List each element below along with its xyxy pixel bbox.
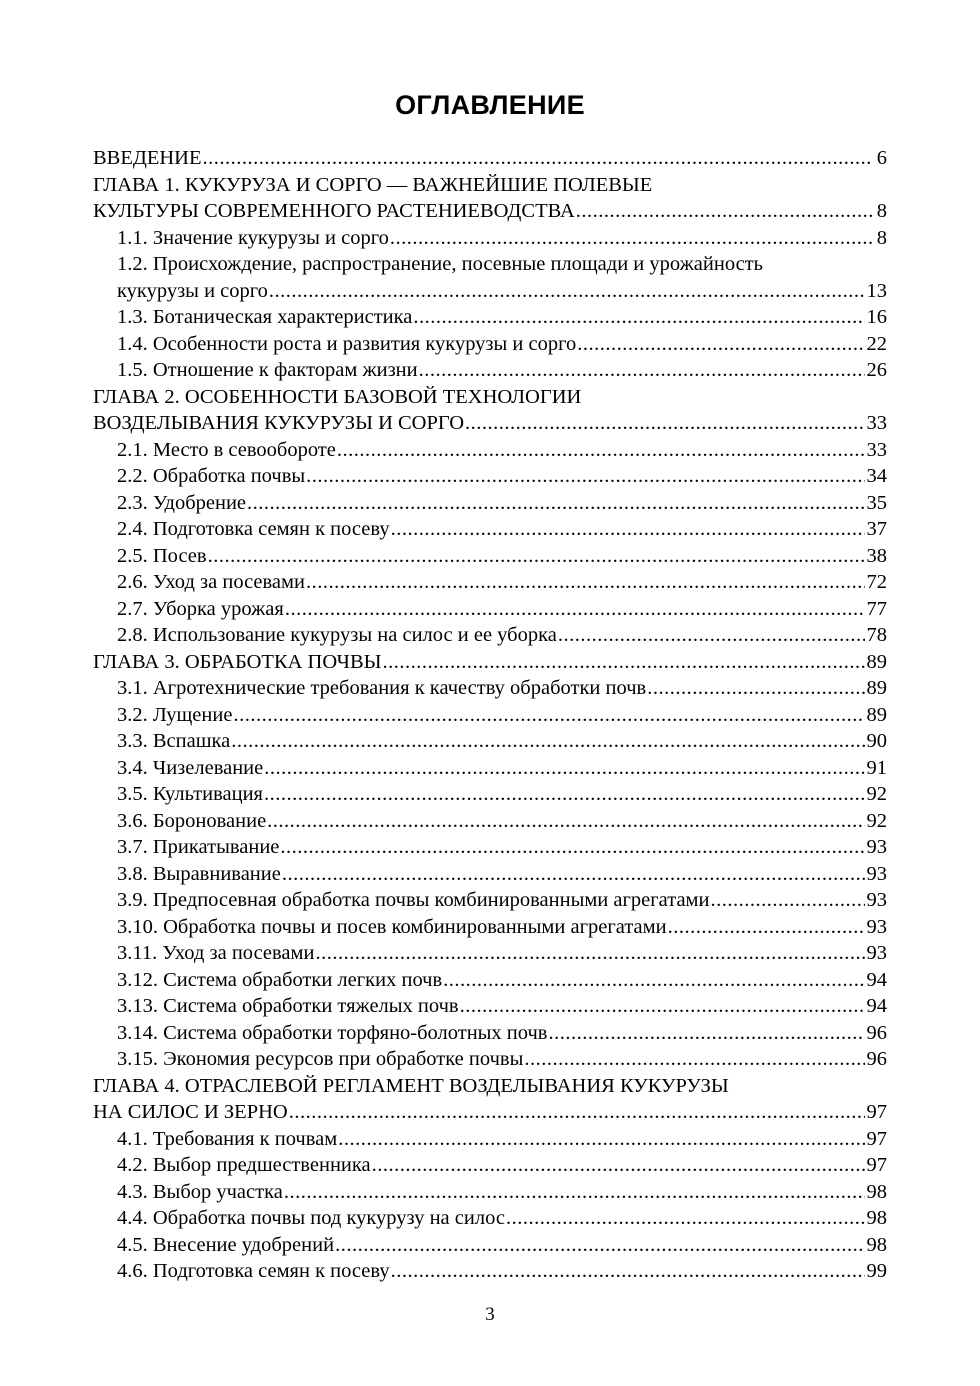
toc-entry-label: 1.2. Происхождение, распространение, посевные площади и урожайность (117, 253, 764, 275)
toc-entry-page-number: 8 (876, 226, 887, 249)
toc-section-entry (93, 1046, 887, 1073)
dot-leader (711, 887, 865, 914)
toc-section-entry (93, 437, 887, 464)
toc-entry-label: ВОЗДЕЛЫВАНИЯ КУКУРУЗЫ И СОРГО (93, 412, 465, 434)
toc-entry-page-number: 94 (866, 995, 887, 1017)
toc-entry-label: 3.7. Прикатывание (117, 836, 280, 858)
toc-section-entry (93, 728, 887, 755)
toc-entry-label: 3.2. Лущение (117, 703, 233, 726)
toc-section-entry (93, 357, 887, 384)
toc-entry-label: 4.5. Внесение удобрений (117, 1233, 335, 1256)
toc-entry-label: ГЛАВА 1. КУКУРУЗА И СОРГО — ВАЖНЕЙШИЕ ПОЛЕВЫЕ (93, 173, 653, 196)
dot-leader (269, 278, 865, 305)
toc-section-entry (93, 596, 887, 623)
toc-entry-label: 3.11. Уход за посевами (117, 942, 315, 964)
toc-entry-page-number: 35 (866, 491, 887, 514)
toc-entry-label: кукурузы и сорго (117, 279, 268, 302)
toc-section-entry (93, 914, 887, 941)
toc-entry-label: 4.2. Выбор предшественника (117, 1154, 371, 1176)
toc-entry-page-number: 93 (866, 915, 887, 938)
toc-entry-label: 1.5. Отношение к факторам жизни (117, 359, 418, 381)
toc-entry-page-number: 96 (866, 1021, 887, 1044)
toc-entry-label: 3.5. Культивация (117, 783, 263, 805)
toc-section-entry (93, 1020, 887, 1047)
toc-entry-label: 3.4. Чизелевание (117, 756, 264, 779)
dot-leader (391, 1258, 865, 1285)
dot-leader (576, 198, 873, 225)
toc-entry-label: 2.8. Использование кукурузы на силос и ее уборка (117, 624, 557, 646)
dot-leader (383, 649, 865, 676)
dot-leader (247, 490, 864, 517)
toc-entry-page-number: 77 (866, 597, 887, 620)
toc-section-entry (93, 940, 887, 967)
toc-entry-page-number: 97 (866, 1101, 887, 1123)
dot-leader (549, 1020, 865, 1047)
toc-section-entry (93, 755, 887, 782)
toc-section-entry (93, 543, 887, 570)
toc-entry-page-number: 97 (866, 1127, 887, 1150)
dot-leader (338, 1126, 864, 1153)
toc-section-entry (93, 1232, 887, 1259)
dot-leader (203, 145, 873, 172)
toc-chapter-entry (93, 172, 887, 199)
table-of-contents (93, 145, 887, 1285)
toc-entry-label: 4.4. Обработка почвы под кукурузу на силос (117, 1207, 505, 1229)
dot-leader (233, 702, 864, 729)
toc-entry-label: 2.1. Место в севообороте (117, 438, 336, 461)
toc-section-entry (93, 702, 887, 729)
toc-entry-page-number: 96 (866, 1048, 887, 1070)
dot-leader (306, 463, 864, 490)
toc-entry-label: 3.12. Система обработки легких почв (117, 968, 443, 991)
toc-section-entry (93, 463, 887, 490)
dot-leader (282, 861, 865, 888)
toc-entry-page-number: 72 (866, 571, 887, 593)
dot-leader (419, 357, 865, 384)
dot-leader (647, 675, 864, 702)
toc-entry-label: 4.1. Требования к почвам (117, 1127, 338, 1150)
toc-section-entry (93, 1126, 887, 1153)
toc-entry-label: 1.1. Значение кукурузы и сорго (117, 226, 389, 249)
toc-section-entry (93, 516, 887, 543)
toc-entry-label: ГЛАВА 3. ОБРАБОТКА ПОЧВЫ (93, 650, 382, 673)
toc-section-entry (93, 887, 887, 914)
toc-chapter-entry (93, 410, 887, 437)
toc-entry-page-number: 93 (866, 836, 887, 858)
toc-entry-page-number: 92 (866, 809, 887, 832)
toc-entry-page-number: 98 (866, 1207, 887, 1229)
toc-entry-page-number: 78 (866, 624, 887, 646)
toc-entry-label: 3.6. Боронование (117, 809, 267, 832)
dot-leader (264, 755, 864, 782)
toc-entry-page-number: 33 (866, 438, 887, 461)
toc-chapter-entry (93, 145, 887, 172)
dot-leader (524, 1046, 864, 1073)
toc-entry-label: 2.4. Подготовка семян к посеву (117, 518, 390, 540)
toc-entry-page-number: 93 (866, 942, 887, 964)
dot-leader (337, 437, 865, 464)
toc-section-entry (93, 675, 887, 702)
toc-entry-page-number: 90 (866, 730, 887, 752)
toc-entry-page-number: 22 (866, 332, 887, 355)
page-number-footer: 3 (485, 1304, 495, 1325)
dot-leader (267, 808, 864, 835)
toc-section-entry (93, 331, 887, 358)
toc-section-entry (93, 967, 887, 994)
toc-section-entry (93, 622, 887, 649)
toc-entry-label: 2.6. Уход за посевами (117, 571, 305, 593)
toc-entry-label: 3.14. Система обработки торфяно-болотных почв (117, 1021, 548, 1044)
toc-entry-page-number: 89 (866, 677, 887, 699)
toc-entry-label: ГЛАВА 4. ОТРАСЛЕВОЙ РЕГЛАМЕНТ ВОЗДЕЛЫВАНИЯ КУКУРУЗЫ (93, 1074, 729, 1097)
toc-entry-page-number: 89 (866, 650, 887, 673)
toc-entry-page-number: 6 (876, 147, 887, 169)
dot-leader (668, 914, 865, 941)
dot-leader (506, 1205, 865, 1232)
toc-entry-label: 3.15. Экономия ресурсов при обработке почвы (117, 1048, 524, 1070)
toc-chapter-entry (93, 1073, 887, 1100)
toc-entry-page-number: 37 (866, 518, 887, 540)
dot-leader (231, 728, 864, 755)
toc-entry-label: 3.13. Система обработки тяжелых почв (117, 995, 459, 1017)
toc-entry-page-number: 94 (866, 968, 887, 991)
toc-entry-label: 2.5. Посев (117, 544, 207, 567)
toc-entry-label: 2.2. Обработка почвы (117, 465, 306, 487)
dot-leader (264, 781, 865, 808)
toc-entry-page-number: 98 (866, 1180, 887, 1203)
toc-chapter-entry (93, 198, 887, 225)
toc-entry-label: 3.10. Обработка почвы и посев комбинированными агрегатами (117, 915, 667, 938)
toc-entry-label: 2.7. Уборка урожая (117, 597, 284, 620)
toc-entry-page-number: 33 (866, 412, 887, 434)
toc-entry-page-number: 98 (866, 1233, 887, 1256)
toc-chapter-entry (93, 1099, 887, 1126)
toc-section-entry (93, 569, 887, 596)
dot-leader (285, 596, 865, 623)
toc-section-entry (93, 808, 887, 835)
toc-entry-label: 2.3. Удобрение (117, 491, 247, 514)
toc-section-entry (93, 1179, 887, 1206)
dot-leader (443, 967, 864, 994)
toc-section-entry (93, 225, 887, 252)
toc-entry-label: 3.1. Агротехнические требования к качеству обработки почв (117, 677, 647, 699)
toc-entry-page-number: 92 (866, 783, 887, 805)
dot-leader (390, 225, 873, 252)
dot-leader (558, 622, 865, 649)
toc-entry-label: 3.9. Предпосевная обработка почвы комбинированными агрегатами (117, 889, 710, 911)
toc-section-entry (93, 251, 887, 278)
toc-entry-page-number: 91 (866, 756, 887, 779)
toc-entry-label: 1.4. Особенности роста и развития кукурузы и сорго (117, 332, 577, 355)
dot-leader (465, 410, 864, 437)
toc-entry-label: НА СИЛОС И ЗЕРНО (93, 1101, 288, 1123)
dot-leader (315, 940, 864, 967)
toc-entry-label: 3.8. Выравнивание (117, 862, 281, 885)
toc-entry-page-number: 26 (866, 359, 887, 381)
toc-entry-page-number: 93 (866, 862, 887, 885)
dot-leader (372, 1152, 865, 1179)
toc-entry-page-number: 8 (876, 200, 887, 222)
toc-section-entry (93, 1258, 887, 1285)
toc-section-entry (93, 834, 887, 861)
dot-leader (413, 304, 864, 331)
toc-section-entry (93, 304, 887, 331)
toc-section-entry (93, 1205, 887, 1232)
toc-entry-page-number: 93 (866, 889, 887, 911)
dot-leader (306, 569, 865, 596)
toc-entry-page-number: 97 (866, 1154, 887, 1176)
dot-leader (208, 543, 865, 570)
toc-entry-page-number: 34 (866, 465, 887, 487)
dot-leader (284, 1179, 865, 1206)
toc-entry-page-number: 99 (866, 1260, 887, 1282)
dot-leader (335, 1232, 864, 1259)
toc-section-entry (93, 861, 887, 888)
dot-leader (577, 331, 864, 358)
toc-entry-label: 4.6. Подготовка семян к посеву (117, 1260, 390, 1282)
toc-entry-label: КУЛЬТУРЫ СОВРЕМЕННОГО РАСТЕНИЕВОДСТВА (93, 200, 575, 222)
toc-section-entry (93, 1152, 887, 1179)
toc-entry-page-number: 38 (866, 544, 887, 567)
toc-chapter-entry (93, 384, 887, 411)
toc-section-entry (93, 781, 887, 808)
toc-section-entry (93, 490, 887, 517)
toc-entry-label: ГЛАВА 2. ОСОБЕННОСТИ БАЗОВОЙ ТЕХНОЛОГИИ (93, 385, 582, 408)
toc-entry-label: 3.3. Вспашка (117, 730, 231, 752)
toc-chapter-entry (93, 649, 887, 676)
toc-entry-page-number: 89 (866, 703, 887, 726)
toc-entry-page-number: 13 (866, 279, 887, 302)
toc-section-entry (93, 993, 887, 1020)
toc-entry-page-number: 16 (866, 306, 887, 328)
toc-entry-label: 1.3. Ботаническая характеристика (117, 306, 413, 328)
toc-entry-label: ВВЕДЕНИЕ (93, 147, 202, 169)
dot-leader (460, 993, 865, 1020)
dot-leader (280, 834, 864, 861)
toc-section-entry (93, 278, 887, 305)
dot-leader (391, 516, 865, 543)
dot-leader (289, 1099, 865, 1126)
page-title: ОГЛАВЛЕНИЕ (395, 90, 585, 120)
toc-entry-label: 4.3. Выбор участка (117, 1180, 283, 1203)
